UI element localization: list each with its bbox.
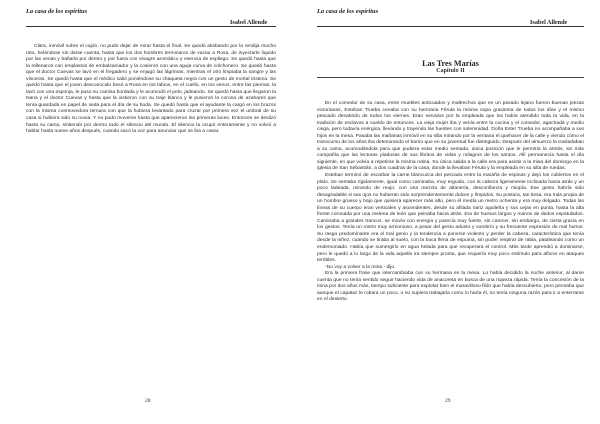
header-divider	[317, 26, 584, 27]
header-divider	[26, 26, 276, 27]
paragraph: En el comedor de su casa, entre muebles anticuados y maltrechos que en un pasado lejano fueron buenas piezas victorianas, Esteban Trueba cenaba con su hermana Férula la misma sopa grasienta de todos los días y el mismo pescado desabrido de todos los viernes. Eran servidos por la empleada que los había atendido toda la vida, en la tradición de esclavos a sueldo de entonces. La vieja mujer iba y venía entre la cocina y el comedor, agachada y medio ciega, pero todavía enérgica, llevando y trayendo las fuentes con solemnidad. Doña Ester Trueba no acompañaba a sus hijos en la mesa. Pasaba las mañanas inmóvil en su silla mirando por la ventana el quehacer de la calle y viendo cómo el transcurso de los años iba deteriorando el barrio que en su juventud fue distinguido. Después del almuerzo la trasladaban a su cama, acomodándola para que pudiera estar medio sentada, única posición que le permitía la artritis, sin más compañía que las lecturas piadosas de sus libritos de vidas y milagros de los santos. Allí permanecía hasta el día siguiente, en que volvía a repetirse la misma rutina. Su única salida a la calle era para asistir a la misa del domingo en la iglesia de San Sebastián, a dos cuadras de la casa, donde la llevaban Férula y la empleada en su silla de ruedas.	[317, 101, 584, 172]
paragraph: Clara, inmóvil sobre el cajón, no pudo dejar de mirar hasta el final. Se quedó atisbando por la rendija mucho rato, helándose sin darse cuenta, hasta que los dos hombres terminaron de vaciar a Rosa, de inyectarle líquido por las venas y bañarla por dentro y por fuera con vinagre aromático y esencia de espliego. Se quedó hasta que la rellenaron con emplastos de embalsamador y la cosieron con una aguja curva de colchonero. Se quedó hasta que el doctor Cuevas se lavó en el fregadero y se enjugó las lágrimas, mientras el otro limpiaba la sangre y las vísceras. Se quedó hasta que el médico salió poniéndose su chaqueta negra con un gesto de mortal tristeza. Se quedó hasta que el joven desconocido besó a Rosa en los labios, en el cuello, en los senos, entre las piernas, la lavó con una esponja, le puso su camisa bordada y le acomodó el pelo, jadeando. Se quedó hasta que llegaron la Nana y el doctor Cuevas y hasta que la vistieron con su traje blanco y le pusieron la corona de azahares que tenía guardada en papel de seda para el día de su boda. Se quedó hasta que el ayudante la cargó en los brazos con la misma conmovedora ternura con que la hubiera levantado para cruzar por primera vez el umbral de su casa si hubiera sido su novia. Y no pudo moverse hasta que aparecieron las primeras luces. Entonces se deslizó hasta su cama, sintiendo por dentro todo el silencio del mundo. El silencio la ocupó enteramente y no volvió a hablar hasta nueve años después, cuando sacó la voz para anunciar que se iba a casar.	[26, 44, 276, 135]
page-number: 29	[445, 398, 451, 404]
chapter-title: Las Tres Marías	[422, 59, 479, 68]
page-number: 28	[145, 398, 151, 404]
paragraph: Esteban terminó de escarbar la carne blancuzca del pescado entre la maraña de espinas y dejó los cubiertos en el plato. Se sentaba rígidamente, igual como caminaba, muy erguido, con la cabeza ligeramente inclinada hacia atrás y un poco ladeada, mirando de reojo, con una mezcla de altanería, desconfianza y miopía. Ese gesto habría sido desagradable si sus ojos no hubieran sido sorprendentemente dulces y límpidos. Su postura, tan tiesa, era más propia de un hombre grueso y bajo que quisiera aparecer más alto, pero él medía un metro ochenta y era muy delgado. Todas las líneas de su cuerpo eran verticales y ascendentes, desde su afilada nariz aguileña y sus cejas en punta, hasta la alta frente coronada por una melena de león que peinaba hacia atrás. Era de huesos largos y manos de dedos espatulados. Caminaba a grandes trancos, se movía con energía y parecía muy fuerte, sin carecer, sin embargo, de cierta gracia en los gestos. Tenía un rostro muy armonioso, a pesar del gesto adusto y sombrío y su frecuente expresión de mal humor. Su rasgo predominante era el mal genio y la tendencia a ponerse violento y perder la cabeza, característica que tenía desde la niñez, cuando se tiraba al suelo, con la boca llena de espuma, sin poder respirar de rabia, pataleando como un endemoniado. Había que sumergirlo en agua helada para que recuperara el control. Más tarde aprendió a dominarse, pero le quedó a lo largo de la vida aquella ira siempre pronta, que requería muy poco estímulo para aflorar en ataques terribles.	[317, 173, 584, 264]
paragraph: -No voy a volver a la mina - dijo.	[325, 264, 396, 270]
right-page	[300, 0, 600, 424]
paragraph: Era la primera frase que intercambiaba con su hermana en la mesa. Lo había decidido la noche anterior, al darse cuenta que no tenía sentido seguir haciendo vida de anacoreta en busca de una riqueza rápida. Tenía la concesión de la mina por dos años más, tiempo suficiente para explotar bien el maravilloso filón que había descubierto, pero pensaba que aunque el capataz le robara un poco, o no supiera trabajarla como lo haría él, no tenía ninguna razón para ir a enterrarse en el desierto.	[317, 271, 584, 303]
chapter-subtitle: Capítulo II	[436, 68, 465, 74]
running-header-book-title: La casa de los espíritus	[317, 8, 379, 15]
chapter-divider	[317, 77, 584, 78]
running-header-author: Isabel Allende	[230, 19, 268, 26]
body-text	[26, 44, 276, 136]
body-text	[317, 101, 584, 304]
running-header-author: Isabel Allende	[530, 19, 568, 26]
running-header-book-title: La casa de los espíritus	[26, 8, 88, 15]
